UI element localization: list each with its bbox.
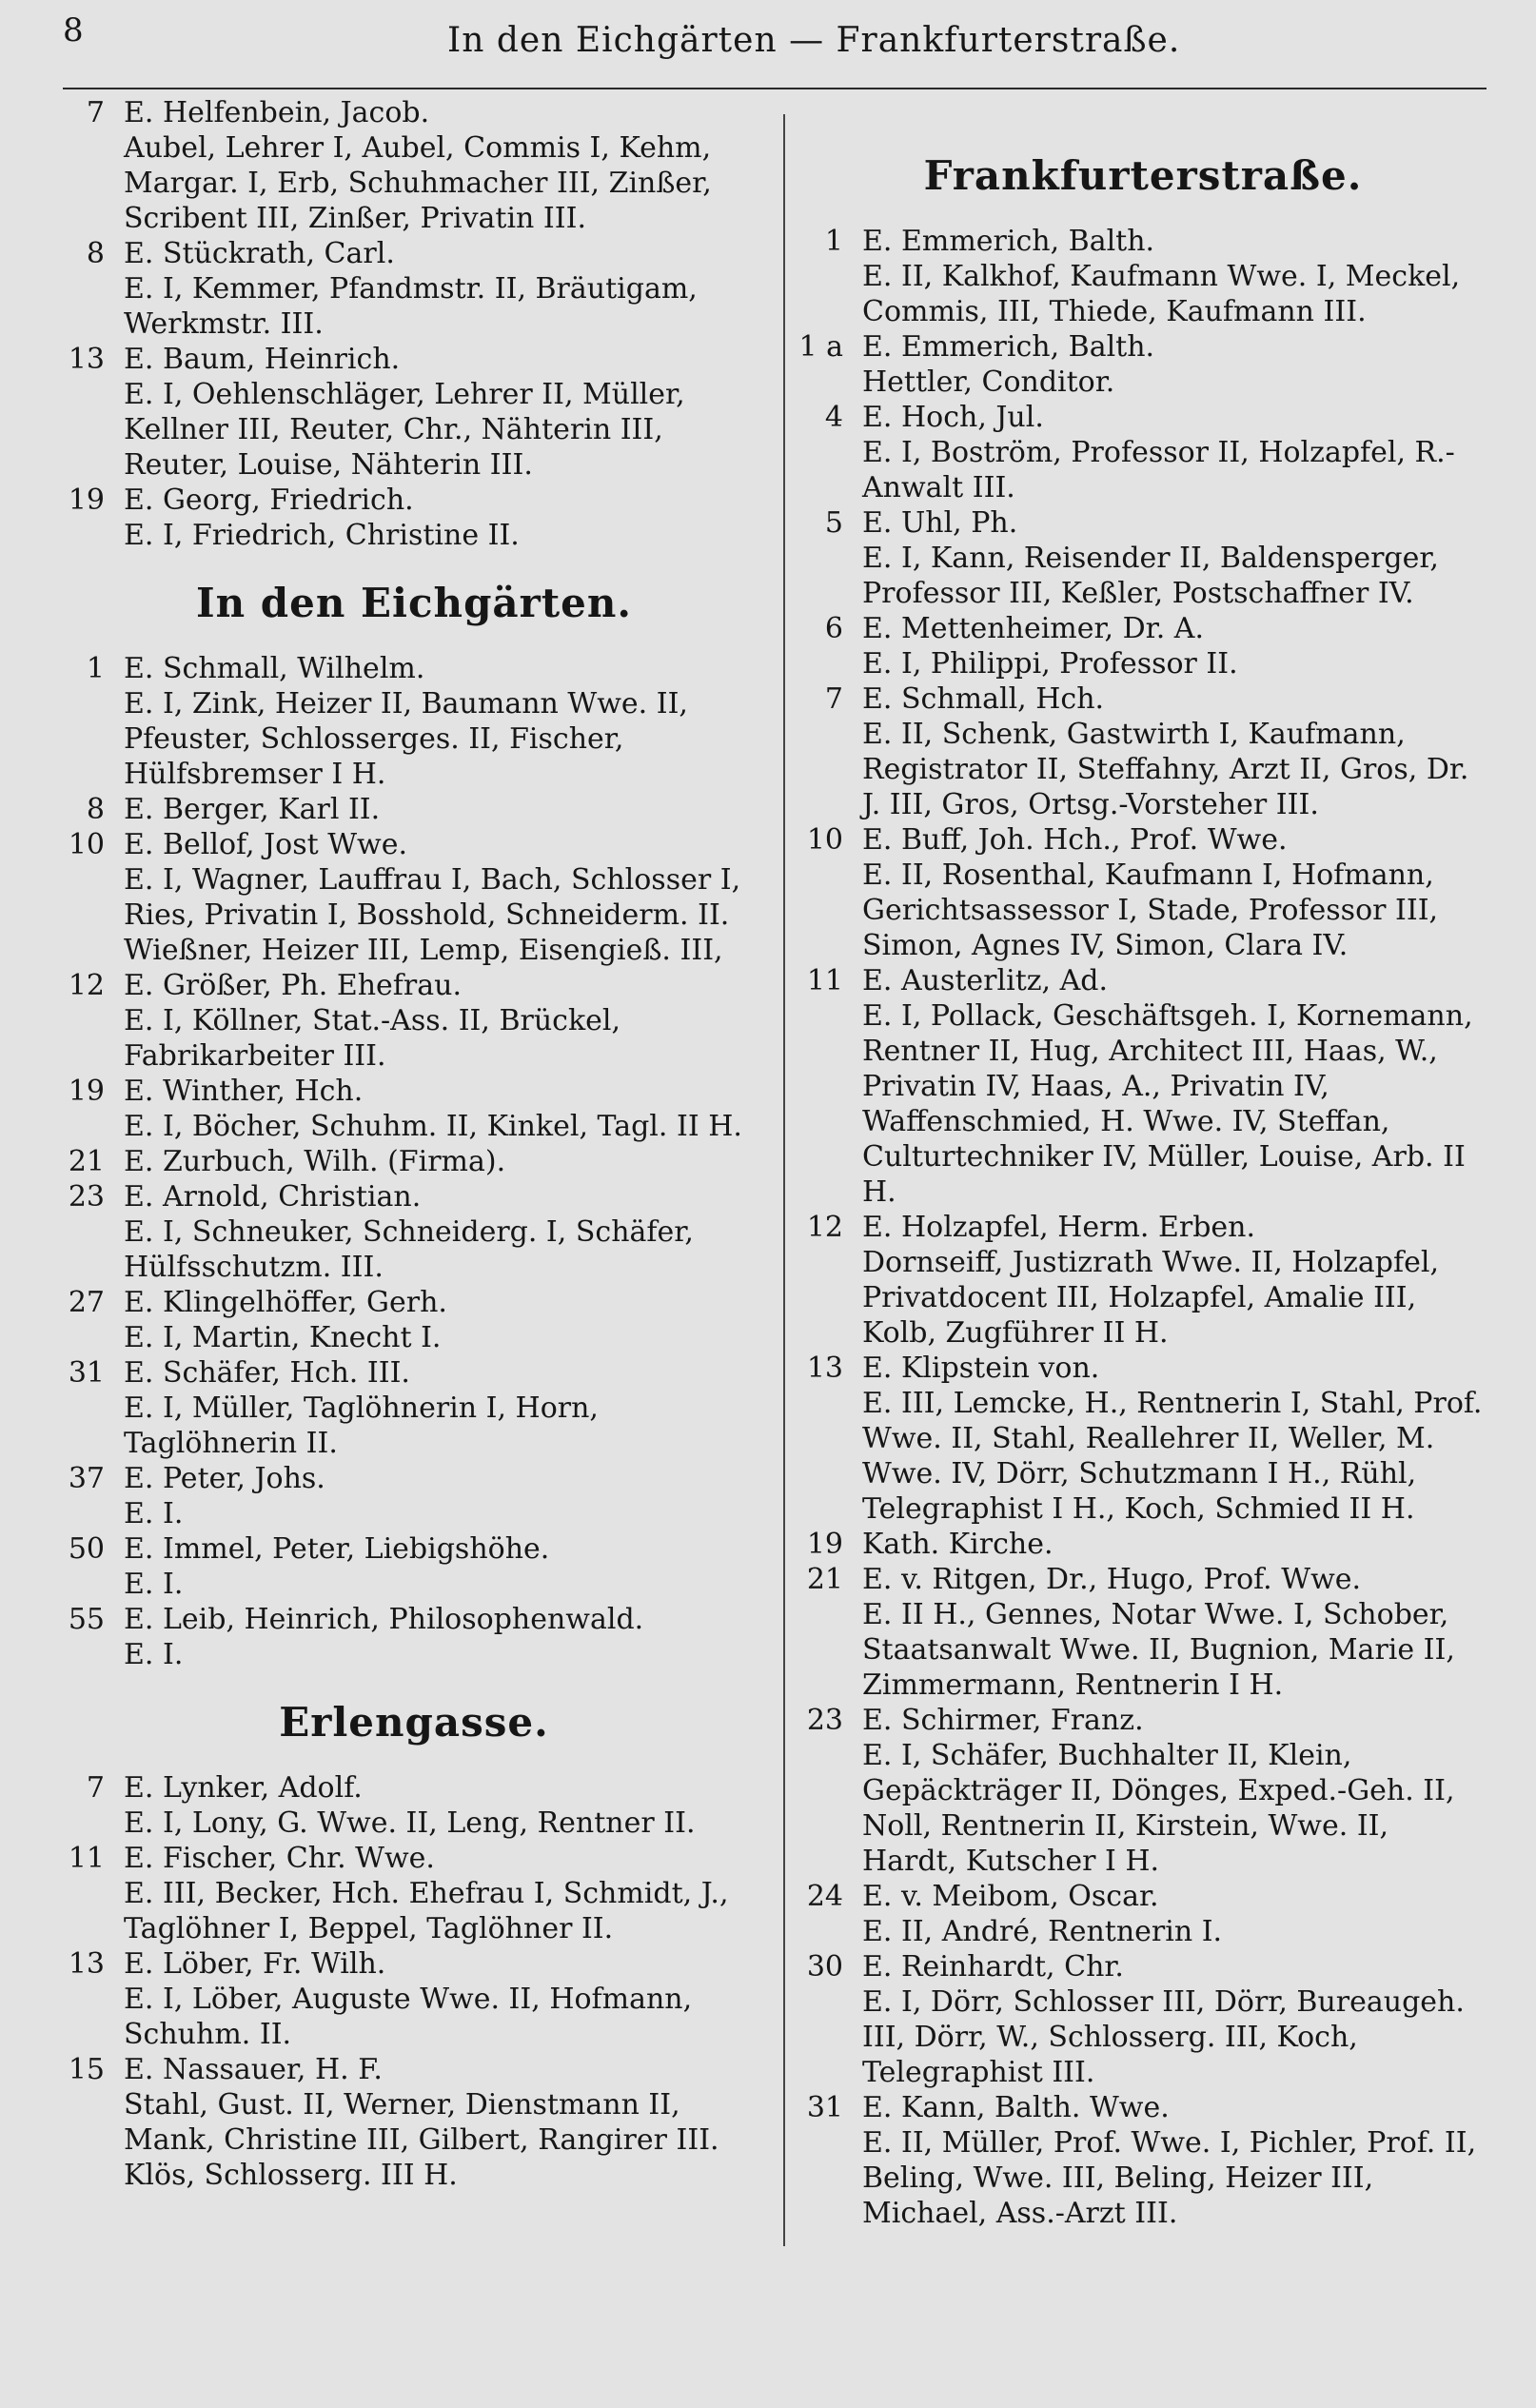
right-column — [796, 95, 1490, 2231]
house-number: 24 — [806, 1880, 843, 1913]
house-number: 23 — [806, 1704, 843, 1737]
tenant-list: E. I, Wagner, Lauffrau I, Bach, Schlosser I, Ries, Privatin I, Bosshold, Schneiderm. II. Wießner, Heizer III, Lemp, Eisengieß. III, — [124, 863, 741, 967]
eichgaerten-entries — [57, 651, 771, 1672]
house-number: 8 — [86, 793, 105, 826]
house-entry — [57, 968, 771, 1074]
tenant-list: E. I, Schneuker, Schneiderg. I, Schäfer, Hülfsschutzm. III. — [124, 1215, 694, 1284]
house-entry — [57, 1770, 771, 1841]
tenant-list: E. I. — [124, 1497, 184, 1530]
house-number: 31 — [68, 1356, 105, 1390]
house-entry — [796, 681, 1490, 822]
house-entry — [57, 651, 771, 792]
house-number: 11 — [68, 1842, 105, 1875]
owner-line: E. Georg, Friedrich. — [124, 484, 414, 517]
house-entry — [57, 95, 771, 236]
street-heading-frankfurterstrasse: Frankfurterstraße. — [923, 152, 1363, 199]
owner-line: E. Fischer, Chr. Wwe. — [124, 1842, 435, 1875]
tenant-list: E. III, Becker, Hch. Ehefrau I, Schmidt, J., Taglöhner I, Beppel, Taglöhner II. — [124, 1877, 729, 1945]
header-rule — [63, 88, 1487, 89]
house-number: 55 — [68, 1603, 105, 1636]
house-entry — [57, 1179, 771, 1285]
owner-line: E. Arnold, Christian. — [124, 1180, 422, 1214]
owner-line: E. Peter, Johs. — [124, 1462, 325, 1495]
tenant-list: E. I, Böcher, Schuhm. II, Kinkel, Tagl. II H. — [124, 1110, 742, 1143]
house-entry — [57, 1531, 771, 1602]
tenant-list: E. I, Lony, G. Wwe. II, Leng, Rentner II. — [124, 1806, 696, 1840]
house-number: 19 — [806, 1528, 843, 1561]
house-entry — [57, 342, 771, 483]
house-entry — [796, 963, 1490, 1210]
tenant-list: E. I, Oehlenschläger, Lehrer II, Müller, Kellner III, Reuter, Chr., Nähterin III, Reuter, Louise, Nähterin III. — [124, 378, 685, 482]
tenant-list: E. II, Rosenthal, Kaufmann I, Hofmann, Gerichtsassessor I, Stade, Professor III, Simon, Agnes IV, Simon, Clara IV. — [862, 859, 1439, 962]
house-number: 7 — [86, 96, 105, 129]
house-entry — [796, 822, 1490, 963]
house-entry — [796, 1351, 1490, 1527]
house-number: 10 — [806, 823, 843, 857]
owner-line: E. Größer, Ph. Ehefrau. — [124, 969, 462, 1002]
house-number: 15 — [68, 2053, 105, 2086]
owner-line: E. Schäfer, Hch. III. — [124, 1356, 410, 1390]
owner-line: E. Emmerich, Balth. — [862, 225, 1155, 258]
tenant-list: E. II, Schenk, Gastwirth I, Kaufmann, Registrator II, Steffahny, Arzt II, Gros, Dr. J. III, Gros, Ortsg.-Vorsteher III. — [862, 718, 1469, 821]
street-heading-eichgaerten: In den Eichgärten. — [195, 580, 633, 626]
owner-line: E. Winther, Hch. — [124, 1075, 364, 1108]
tenant-list: E. I, Friedrich, Christine II. — [124, 519, 520, 552]
owner-line: E. Löber, Fr. Wilh. — [124, 1947, 386, 1981]
house-number: 27 — [68, 1286, 105, 1319]
house-entry — [796, 1527, 1490, 1562]
column-divider — [783, 114, 785, 2246]
house-entry — [57, 1074, 771, 1144]
house-number: 7 — [824, 682, 843, 716]
owner-line: E. Stückrath, Carl. — [124, 237, 395, 270]
tenant-list: E. I, Philippi, Professor II. — [862, 647, 1238, 681]
house-entry — [57, 2052, 771, 2193]
house-number: 13 — [806, 1352, 843, 1385]
house-entry — [796, 329, 1490, 400]
page-number: 8 — [63, 11, 84, 49]
tenant-list: E. I, Zink, Heizer II, Baumann Wwe. II, Pfeuster, Schlosserges. II, Fischer, Hülfsbremser I H. — [124, 687, 688, 791]
house-entry — [57, 1355, 771, 1461]
owner-line: E. Helfenbein, Jacob. — [124, 96, 430, 129]
owner-line: E. Klingelhöffer, Gerh. — [124, 1286, 447, 1319]
tenant-list: Stahl, Gust. II, Werner, Dienstmann II, Mank, Christine III, Gilbert, Rangirer III. Klös, Schlosserg. III H. — [124, 2088, 719, 2192]
house-entry — [57, 792, 771, 827]
owner-line: E. Baum, Heinrich. — [124, 343, 401, 376]
house-number: 11 — [806, 964, 843, 997]
house-entry — [796, 1879, 1490, 1949]
house-entry — [796, 611, 1490, 681]
tenant-list: E. II, Müller, Prof. Wwe. I, Pichler, Prof. II, Beling, Wwe. III, Beling, Heizer III, Michael, Ass.-Arzt III. — [862, 2126, 1477, 2230]
tenant-list: E. II, André, Rentnerin I. — [862, 1915, 1223, 1948]
house-number: 7 — [86, 1771, 105, 1805]
erlengasse-entries — [57, 1770, 771, 2193]
tenant-list: E. I, Dörr, Schlosser III, Dörr, Bureaugeh. III, Dörr, W., Schlosserg. III, Koch, Telegraphist III. — [862, 1985, 1465, 2089]
house-number: 1 — [824, 225, 843, 258]
house-entry — [796, 1949, 1490, 2090]
tenant-list: E. I, Löber, Auguste Wwe. II, Hofmann, Schuhm. II. — [124, 1983, 693, 2051]
house-number: 37 — [68, 1462, 105, 1495]
house-number: 13 — [68, 1947, 105, 1981]
house-entry — [796, 1562, 1490, 1703]
owner-line: E. Emmerich, Balth. — [862, 330, 1155, 364]
tenant-list: E. I, Martin, Knecht I. — [124, 1321, 442, 1354]
house-entry — [57, 827, 771, 968]
intro-entries — [57, 95, 771, 553]
owner-line: E. Hoch, Jul. — [862, 401, 1044, 434]
house-number: 21 — [806, 1563, 843, 1596]
house-entry — [796, 1703, 1490, 1879]
owner-line: E. v. Ritgen, Dr., Hugo, Prof. Wwe. — [862, 1563, 1362, 1596]
tenant-list: E. I, Köllner, Stat.-Ass. II, Brückel, Fabrikarbeiter III. — [124, 1004, 621, 1073]
house-number: 6 — [824, 612, 843, 645]
house-number: 1 — [86, 652, 105, 685]
owner-line: Kath. Kirche. — [862, 1528, 1054, 1561]
owner-line: E. Schmall, Wilhelm. — [124, 652, 425, 685]
house-entry — [796, 224, 1490, 329]
tenant-list: Aubel, Lehrer I, Aubel, Commis I, Kehm, Margar. I, Erb, Schuhmacher III, Zinßer, Scribent III, Zinßer, Privatin III. — [124, 131, 712, 235]
house-entry — [796, 400, 1490, 505]
tenant-list: E. I, Müller, Taglöhnerin I, Horn, Taglöhnerin II. — [124, 1392, 599, 1460]
house-entry — [57, 1285, 771, 1355]
owner-line: E. Klipstein von. — [862, 1352, 1100, 1385]
tenant-list: E. I, Schäfer, Buchhalter II, Klein, Gepäckträger II, Dönges, Exped.-Geh. II, Noll, Rentnerin II, Kirstein, Wwe. II, Hardt, Kutscher I H. — [862, 1739, 1455, 1878]
house-entry — [796, 1210, 1490, 1351]
owner-line: E. Reinhardt, Chr. — [862, 1950, 1124, 1984]
house-entry — [57, 1461, 771, 1531]
tenant-list: E. I, Pollack, Geschäftsgeh. I, Kornemann, Rentner II, Hug, Architect III, Haas, W., Privatin IV, Haas, A., Privatin IV, Waffenschmied, H. Wwe. IV, Steffan, Culturtechniker IV, Müller, Louise, Arb. II H. — [862, 999, 1473, 1209]
house-entry — [57, 1144, 771, 1179]
house-number: 13 — [68, 343, 105, 376]
tenant-list: E. II H., Gennes, Notar Wwe. I, Schober, Staatsanwalt Wwe. II, Bugnion, Marie II, Zimmermann, Rentnerin I H. — [862, 1598, 1455, 1702]
house-number: 50 — [68, 1532, 105, 1566]
street-heading-erlengasse: Erlengasse. — [279, 1699, 549, 1746]
house-entry — [57, 236, 771, 342]
tenant-list: Hettler, Conditor. — [862, 365, 1115, 399]
owner-line: E. Buff, Joh. Hch., Prof. Wwe. — [862, 823, 1288, 857]
house-number: 12 — [806, 1211, 843, 1244]
owner-line: E. Immel, Peter, Liebigshöhe. — [124, 1532, 550, 1566]
house-number: 31 — [806, 2091, 843, 2124]
left-column — [57, 95, 771, 2193]
owner-line: E. Holzapfel, Herm. Erben. — [862, 1211, 1256, 1244]
house-number: 23 — [68, 1180, 105, 1214]
owner-line: E. Zurbuch, Wilh. (Firma). — [124, 1145, 506, 1178]
house-entry — [57, 1602, 771, 1672]
owner-line: E. Mettenheimer, Dr. A. — [862, 612, 1204, 645]
owner-line: E. Austerlitz, Ad. — [862, 964, 1109, 997]
tenant-list: E. I, Kann, Reisender II, Baldensperger, Professor III, Keßler, Postschaffner IV. — [862, 542, 1439, 610]
house-number: 19 — [68, 1075, 105, 1108]
house-number: 5 — [824, 506, 843, 540]
house-number: 12 — [68, 969, 105, 1002]
tenant-list: E. II, Kalkhof, Kaufmann Wwe. I, Meckel, Commis, III, Thiede, Kaufmann III. — [862, 260, 1461, 328]
tenant-list: E. III, Lemcke, H., Rentnerin I, Stahl, Prof. Wwe. II, Stahl, Reallehrer II, Weller, M. Wwe. IV, Dörr, Schutzmann I H., Rühl, Telegraphist I H., Koch, Schmied II H. — [862, 1387, 1483, 1526]
running-head: In den Eichgärten — Frankfurterstraße. — [447, 21, 1181, 60]
owner-line: E. Lynker, Adolf. — [124, 1771, 363, 1805]
owner-line: E. Nassauer, H. F. — [124, 2053, 383, 2086]
house-number: 8 — [86, 237, 105, 270]
house-entry — [57, 1946, 771, 2052]
tenant-list: Dornseiff, Justizrath Wwe. II, Holzapfel, Privatdocent III, Holzapfel, Amalie III, Kolb, Zugführer II H. — [862, 1246, 1439, 1350]
house-number: 10 — [68, 828, 105, 861]
owner-line: E. Uhl, Ph. — [862, 506, 1018, 540]
tenant-list: E. I, Boström, Professor II, Holzapfel, R.-Anwalt III. — [862, 436, 1455, 504]
house-number: 30 — [806, 1950, 843, 1984]
owner-line: E. Bellof, Jost Wwe. — [124, 828, 408, 861]
owner-line: E. Schirmer, Franz. — [862, 1704, 1144, 1737]
owner-line: E. Berger, Karl II. — [124, 793, 381, 826]
house-entry — [796, 2090, 1490, 2231]
house-number: 19 — [68, 484, 105, 517]
house-number: 21 — [68, 1145, 105, 1178]
house-entry — [796, 505, 1490, 611]
owner-line: E. v. Meibom, Oscar. — [862, 1880, 1159, 1913]
tenant-list: E. I. — [124, 1638, 184, 1671]
house-entry — [57, 483, 771, 553]
owner-line: E. Leib, Heinrich, Philosophenwald. — [124, 1603, 644, 1636]
frankfurterstrasse-entries — [796, 224, 1490, 2231]
owner-line: E. Kann, Balth. Wwe. — [862, 2091, 1170, 2124]
house-entry — [57, 1841, 771, 1946]
tenant-list: E. I, Kemmer, Pfandmstr. II, Bräutigam, Werkmstr. III. — [124, 272, 698, 341]
tenant-list: E. I. — [124, 1568, 184, 1601]
house-number: 1 a — [798, 330, 843, 364]
owner-line: E. Schmall, Hch. — [862, 682, 1105, 716]
house-number: 4 — [824, 401, 843, 434]
